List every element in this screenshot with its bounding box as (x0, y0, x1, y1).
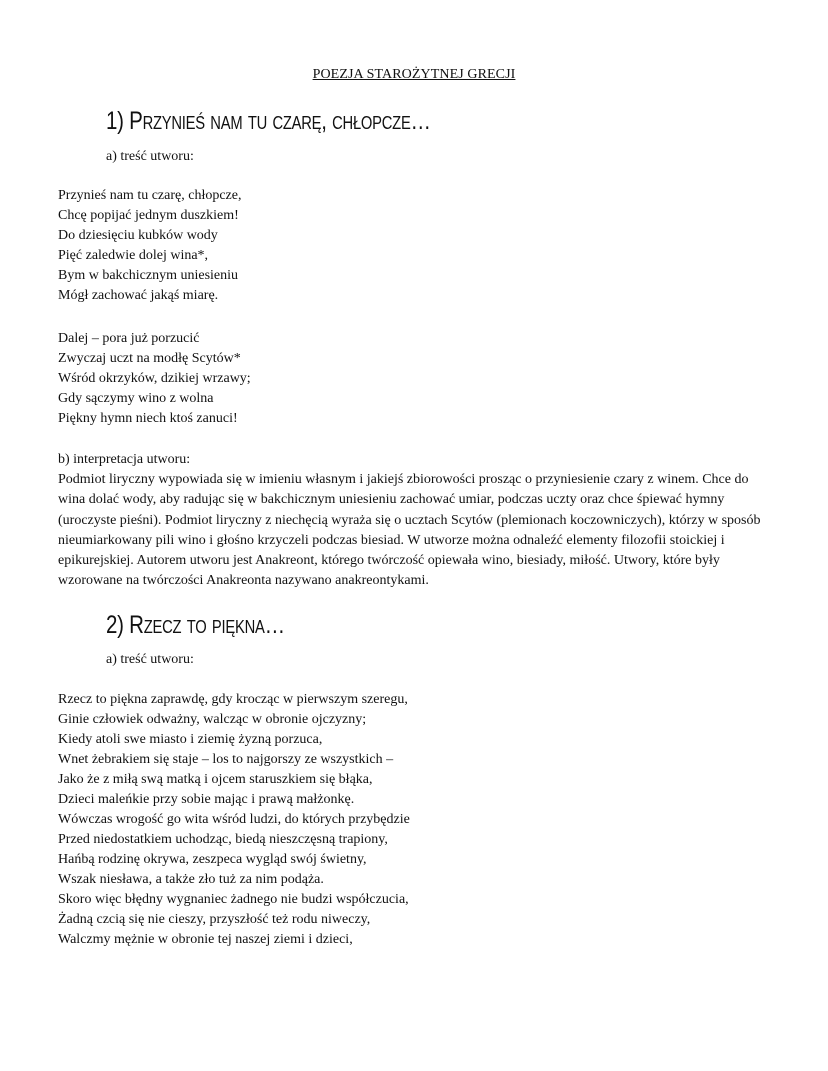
poem-line: Gdy sączymy wino z wolna (58, 391, 214, 406)
poem-line: Wszak niesława, a także zło tuż za nim podąża. (58, 872, 324, 887)
poem-line: Mógł zachować jakąś miarę. (58, 288, 219, 303)
section-1-stanza-1 (58, 186, 241, 306)
poem-line: Dzieci maleńkie przy sobie mając i prawą małżonkę. (58, 792, 355, 807)
poem-line: Ginie człowiek odważny, walcząc w obronie ojczyzny; (58, 712, 367, 727)
poem-line: Wówczas wrogość go wita wśród ludzi, do których przybędzie (58, 812, 410, 827)
document-title: POEZJA STAROŻYTNEJ GRECJI (312, 67, 516, 82)
section-2-heading: 2) Rzecz to piękna… (106, 611, 285, 639)
poem-line: Jako że z miłą swą matką i ojcem staruszkiem się błąka, (58, 772, 373, 787)
poem-line: Hańbą rodzinę okrywa, zeszpeca wygląd swój świetny, (58, 852, 367, 867)
section-1-interpretation-label: b) interpretacja utworu: (58, 452, 191, 467)
poem-line: Do dziesięciu kubków wody (58, 228, 218, 243)
poem-line: Kiedy atoli swe miasto i ziemię żyzną porzuca, (58, 732, 323, 747)
poem-line: Wnet żebrakiem się staje – los to najgorszy ze wszystkich – (58, 752, 394, 767)
section-2-poem (58, 690, 410, 950)
section-1-heading: 1) Przynieś nam tu czarę, chłopcze… (106, 107, 431, 135)
poem-line: Zwyczaj uczt na modłę Scytów* (58, 351, 241, 366)
poem-line: Walczmy mężnie w obronie tej naszej ziemi i dzieci, (58, 932, 353, 947)
poem-line: Przynieś nam tu czarę, chłopcze, (58, 188, 242, 203)
poem-line: Bym w bakchicznym uniesieniu (58, 268, 239, 283)
poem-line: Wśród okrzyków, dzikiej wrzawy; (58, 371, 251, 386)
section-2-content-label: a) treść utworu: (106, 652, 194, 667)
section-1-interpretation-text: Podmiot liryczny wypowiada się w imieniu własnym i jakiejś zbiorowości prosząc o przyniesienie czary z winem. Chce do wina dolać wody, aby radując się w bakchicznym uniesieniu zachować umiar, podczas uczty oraz chce śpiewać hymny (uroczyste pieśni). Podmiot liryczny z niechęcią wyraża się o ucztach Scytów (plemionach koczowniczych), którzy w sposób nieumiarkowany pili wino i głośno krzyczeli podczas biesiad. W utworze można odnaleźć elementy filozofii stoickiej i epikurejskiej. Autorem utworu jest Anakreont, którego twórczość opiewała wino, biesiady, miłość. Utwory, które były wzorowane na twórczości Anakreonta nazywano anakreontykami. (58, 472, 761, 589)
section-1-stanza-2 (58, 329, 251, 429)
poem-line: Dalej – pora już porzucić (58, 331, 200, 346)
poem-line: Skoro więc błędny wygnaniec żadnego nie budzi współczucia, (58, 892, 409, 907)
poem-line: Przed niedostatkiem uchodząc, biedą nieszczęsną trapiony, (58, 832, 388, 847)
section-1-content-label: a) treść utworu: (106, 149, 194, 164)
poem-line: Piękny hymn niech ktoś zanuci! (58, 411, 238, 426)
poem-line: Żadną czcią się nie cieszy, przyszłość też rodu niweczy, (58, 912, 371, 927)
poem-line: Rzecz to piękna zaprawdę, gdy krocząc w pierwszym szeregu, (58, 692, 408, 707)
poem-line: Pięć zaledwie dolej wina*, (58, 248, 209, 263)
poem-line: Chcę popijać jednym duszkiem! (58, 208, 239, 223)
